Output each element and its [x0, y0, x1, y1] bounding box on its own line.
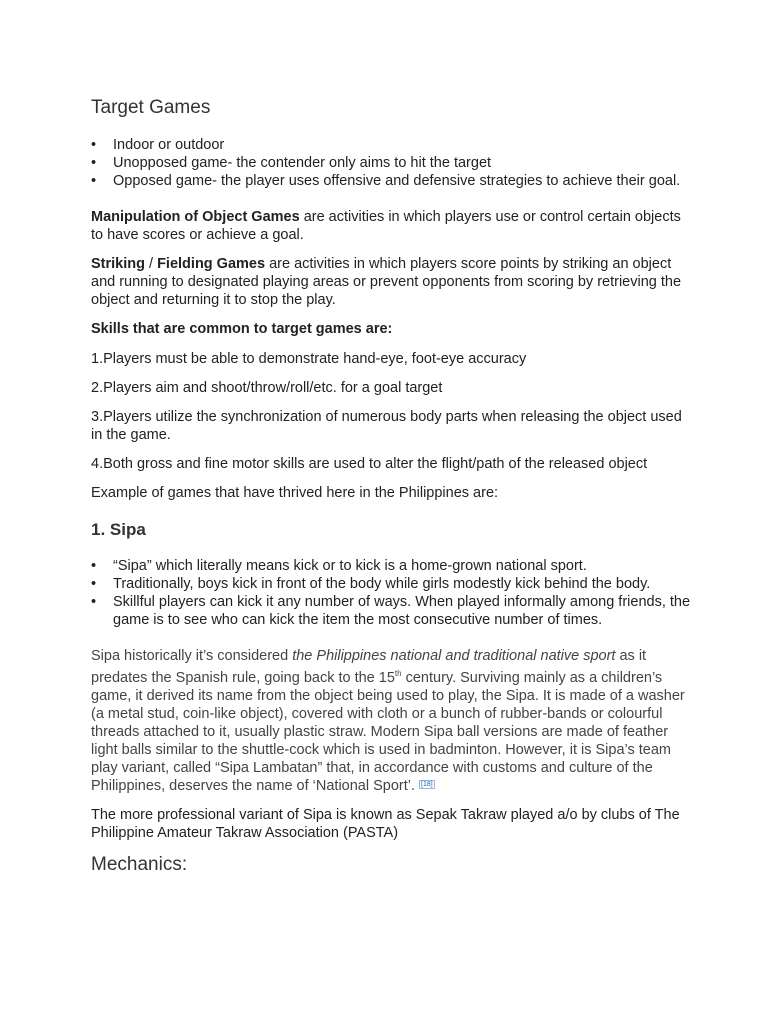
striking-paragraph: Striking / Fielding Games are activities in which players score points by striking an object and running to designated playing areas or prevent opponents from scoring by retrieving the object and returning it to stop the play.	[91, 256, 682, 308]
list-item: • Unopposed game- the contender only aims to hit the target	[91, 155, 492, 171]
target-games-list	[91, 136, 691, 190]
skill-item: 1.Players must be able to demonstrate hand-eye, foot-eye accuracy	[91, 351, 527, 367]
heading-mechanics: Mechanics:	[91, 853, 188, 875]
striking-term: Striking	[91, 256, 145, 272]
list-item: • Skillful players can kick it any number of ways. When played informally among friends, the game is to see who can kick the item the most consecutive number of times.	[91, 594, 691, 628]
manipulation-term: Manipulation of Object Games	[91, 209, 300, 225]
citation-link[interactable]: [18]	[421, 780, 433, 788]
fielding-term: Fielding Games	[157, 256, 266, 272]
heading-sipa: 1. Sipa	[91, 520, 146, 539]
list-item: • Indoor or outdoor	[91, 137, 225, 153]
list-item: • Opposed game- the player uses offensive and defensive strategies to achieve their goal.	[91, 173, 681, 189]
sipa-history-paragraph: Sipa historically it’s considered the Philippines national and traditional native sport as it predates the Spanish rule, going back to the 15th century. Surviving mainly as a children’s game, it derived its name from the object being used to play, the Sipa. It is made of a washer (a metal stud, coin-like object), covered with cloth or a bunch of rubber-bands or colourful threads attached to it, usually plastic straw. Modern Sipa ball versions are made of feather light balls similar to the shuttle-cock which is used in badminton. However, it is Sipa’s team play variant, called “Sipa Lambatan” that, in accordance with customs and culture of the Philippines, deserves the name of ‘National Sport’. [18]	[91, 648, 685, 794]
skills-heading: Skills that are common to target games are:	[91, 321, 393, 337]
skill-item: 4.Both gross and fine motor skills are used to alter the flight/path of the released object	[91, 456, 648, 472]
manipulation-paragraph: Manipulation of Object Games are activities in which players use or control certain objects to have scores or achieve a goal.	[91, 209, 681, 243]
example-intro: Example of games that have thrived here in the Philippines are:	[91, 485, 499, 501]
skill-item: 3.Players utilize the synchronization of numerous body parts when releasing the object used in the game.	[91, 409, 682, 443]
national-sport-emphasis: the Philippines national and traditional native sport	[292, 648, 616, 664]
list-item: • Traditionally, boys kick in front of the body while girls modestly kick behind the body.	[91, 576, 651, 592]
list-item: • “Sipa” which literally means kick or to kick is a home-grown national sport.	[91, 558, 587, 574]
document-page	[91, 96, 691, 877]
skill-item: 2.Players aim and shoot/throw/roll/etc. for a goal target	[91, 380, 443, 396]
sepak-takraw-paragraph: The more professional variant of Sipa is known as Sepak Takraw played a/o by clubs of The Philippine Amateur Takraw Association (PASTA)	[91, 806, 680, 841]
heading-target-games: Target Games	[91, 97, 211, 118]
sipa-list	[91, 557, 691, 629]
